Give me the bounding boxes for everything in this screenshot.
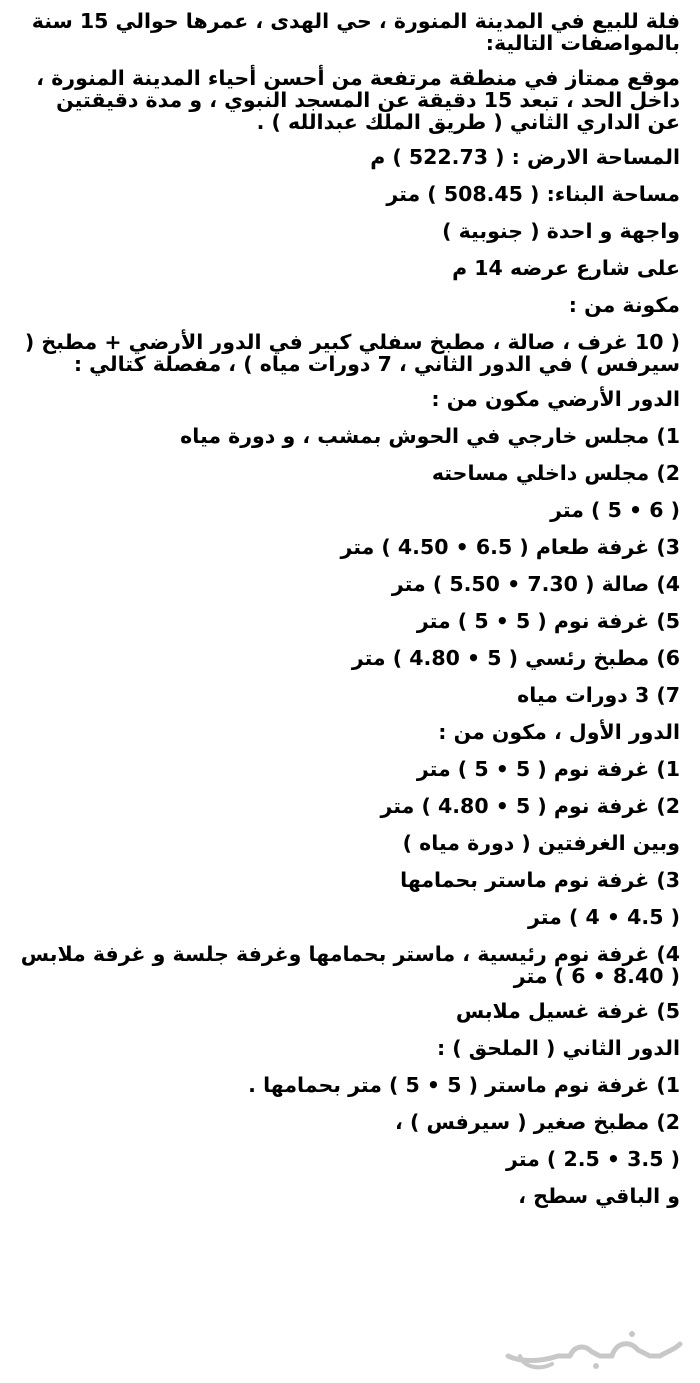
street-width: على شارع عرضه 14 م	[452, 256, 680, 280]
list-item: وبين الغرفتين ( دورة مياه )	[402, 831, 680, 855]
list-item: 2) مطبخ صغير ( سيرفس ) ،	[395, 1110, 680, 1134]
listing-title: فلة للبيع في المدينة المنورة ، حي الهدى ، عمرها حوالي 15 سنة بالمواصفات التالية:	[31, 9, 680, 55]
list-item: و الباقي سطح ،	[518, 1184, 680, 1208]
composition-summary: ( 10 غرف ، صالة ، مطبخ سفلي كبير في الدور الأرضي + مطبخ ( سيرفس ) في الدور الثاني ، 7 دورات مياه ) ، مفصلة كتالي :	[24, 330, 680, 376]
list-item: 2) غرفة نوم ( 5 • 4.80 ) متر	[380, 794, 680, 818]
list-item: ( 4.5 • 4 ) متر	[528, 905, 680, 929]
watermark-dot	[629, 1331, 635, 1337]
haraj-watermark-logo	[500, 1322, 690, 1374]
second-floor-heading: الدور الثاني ( الملحق ) :	[436, 1036, 680, 1060]
watermark-stroke	[508, 1344, 680, 1361]
list-item: 7) 3 دورات مياه	[517, 683, 680, 707]
composition-heading: مكونة من :	[568, 293, 680, 317]
list-item: 3) غرفة نوم ماستر بحمامها	[400, 868, 680, 892]
list-item: 4) صالة ( 7.30 • 5.50 ) متر	[391, 572, 680, 596]
land-area: المساحة الارض : ( 522.73 ) م	[370, 145, 680, 169]
list-item: 5) غرفة نوم ( 5 • 5 ) متر	[416, 609, 680, 633]
list-item: ( 6 • 5 ) متر	[550, 498, 680, 522]
list-item: 6) مطبخ رئسي ( 5 • 4.80 ) متر	[351, 646, 680, 670]
list-item: 1) غرفة نوم ( 5 • 5 ) متر	[416, 757, 680, 781]
list-item: 5) غرفة غسيل ملابس	[455, 999, 680, 1023]
watermark-dot	[593, 1363, 599, 1369]
facade: واجهة و احدة ( جنوبية )	[442, 219, 680, 243]
first-floor-heading: الدور الأول ، مكون من :	[438, 720, 680, 744]
list-item: 1) مجلس خارجي في الحوش بمشب ، و دورة مياه	[180, 424, 680, 448]
list-item: 1) غرفة نوم ماستر ( 5 • 5 ) متر بحمامها .	[248, 1073, 680, 1097]
list-item: 2) مجلس داخلي مساحته	[431, 461, 680, 485]
list-item: ( 3.5 • 2.5 ) متر	[505, 1147, 680, 1171]
list-item: 3) غرفة طعام ( 6.5 • 4.50 ) متر	[340, 535, 680, 559]
location-description: موقع ممتاز في منطقة مرتفعة من أحسن أحياء المدينة المنورة ، داخل الحد ، تبعد 15 دقيقة عن المسجد النبوي ، و مدة دقيقتين عن الداري الثاني ( طريق الملك عبدالله ) .	[36, 66, 680, 134]
building-area: مساحة البناء: ( 508.45 ) متر	[386, 182, 680, 206]
list-item: 4) غرفة نوم رئيسية ، ماستر بحمامها وغرفة جلسة و غرفة ملابس ( 8.40 • 6 ) متر	[20, 942, 680, 988]
ground-floor-heading: الدور الأرضي مكون من :	[431, 387, 680, 411]
